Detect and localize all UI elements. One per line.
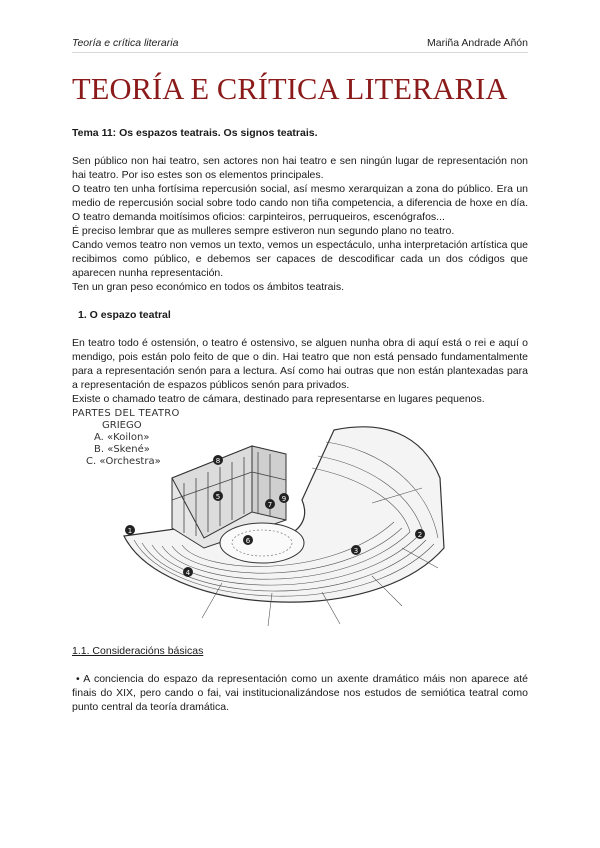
marker-label: 6 xyxy=(245,537,251,545)
tema-heading: Tema 11: Os espazos teatrais. Os signos teatrais. xyxy=(72,127,318,139)
intro-block xyxy=(72,154,528,294)
running-header-left: Teoría e crítica literaria xyxy=(72,37,179,49)
greek-theatre-illustration xyxy=(72,408,452,630)
marker-label: 5 xyxy=(215,493,221,501)
marker-label: 4 xyxy=(185,569,191,577)
marker-label: 2 xyxy=(417,531,423,539)
document-body xyxy=(72,126,528,714)
section-heading: 1. O espazo teatral xyxy=(78,309,171,321)
header-divider xyxy=(72,52,528,53)
section-paragraph: En teatro todo é ostensión, o teatro é ostensivo, se alguen nunha obra di aquí está o rei e aquí o mendigo, pois están polo feito de que o din. Hai teatro que non está pensado fundamentalmente para a representación senón para a lectura. Así como hai outras que non están plantexadas para a representación de espazos públicos senón para privados. xyxy=(72,337,528,391)
marker-label: 1 xyxy=(127,527,133,535)
legend-item: A. «Koilon» xyxy=(94,432,150,443)
marker-label: 7 xyxy=(267,501,273,509)
marker-label: 3 xyxy=(353,547,359,555)
section-paragraph: Existe o chamado teatro de cámara, destinado para representarse en lugares pequenos. xyxy=(72,393,485,405)
legend-item: B. «Skené» xyxy=(94,444,150,455)
intro-paragraph: É preciso lembrar que as mulleres sempre estiveron nun segundo plano no teatro. xyxy=(72,225,455,237)
intro-paragraph: Sen público non hai teatro, sen actores non hai teatro e sen ningún lugar de representación non hai teatro. Por iso estes son os elementos principales. xyxy=(72,155,528,181)
marker-label: 8 xyxy=(215,457,221,465)
document-title: TEORÍA E CRÍTICA LITERARIA xyxy=(72,72,508,106)
marker-label: 9 xyxy=(281,495,287,503)
figure-caption-title: PARTES DEL TEATRO xyxy=(72,408,180,419)
intro-paragraph: O teatro ten unha fortísima repercusión social, así mesmo xerarquizan a zona do público. Era un medio de repercusión social sobre todo cando non tiña competencia, a diferencia de hoxe en día. O teatro demanda moitísimos oficios: carpinteiros, perruqueiros, escenógrafos... xyxy=(72,183,528,223)
figure-caption-sub: GRIEGO xyxy=(102,420,142,431)
intro-paragraph: Cando vemos teatro non vemos un texto, vemos un espectáculo, unha interpretación artística que recibimos como público, e debemos ser capaces de descodificar cada un dos códigos que aparecen nunha representación. xyxy=(72,239,528,279)
figure-legend xyxy=(72,408,180,468)
running-header-right: Mariña Andrade Añón xyxy=(427,37,528,49)
legend-item: C. «Orchestra» xyxy=(86,456,161,467)
intro-paragraph: Ten un gran peso económico en todos os ámbitos teatrais. xyxy=(72,281,344,293)
subsection-heading: 1.1. Consideracións básicas xyxy=(72,645,204,657)
bullet-paragraph: • A conciencia do espazo da representación como un axente dramático máis non aparece até finais do XIX, pero cando o fai, vai institucionalizándose nos estudos de semiótica teatral como punto central da teoría dramática. xyxy=(72,673,528,713)
